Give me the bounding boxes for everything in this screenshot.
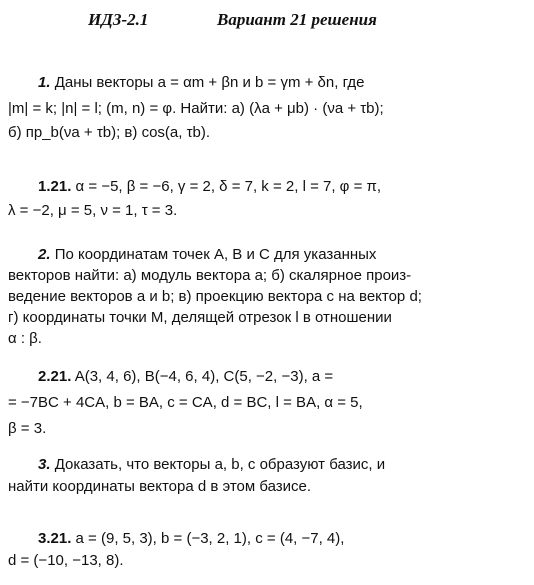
task3-line1 bbox=[8, 456, 534, 473]
task1-variant-text1: α = −5, β = −6, γ = 2, δ = 7, k = 2, l = 7, φ = π, bbox=[75, 178, 382, 195]
task3-variant-text2: d = (−10, −13, 8). bbox=[8, 552, 124, 569]
task1-variant-text2: λ = −2, μ = 5, ν = 1, τ = 3. bbox=[8, 202, 178, 219]
task1-text-line3: б) пр_b(νa + τb); в) cos(a, τb). bbox=[8, 124, 211, 141]
task2-number: 2. bbox=[38, 246, 51, 263]
task2-variant-text2: = −7BC + 4CA, b = BA, c = CA, d = BC, l = BA, α = 5, bbox=[8, 394, 363, 411]
document-header bbox=[0, 10, 534, 34]
task2-text-line2: векторов найти: а) модуль вектора a; б) скалярное произ- bbox=[8, 267, 412, 284]
task2-text-line3: ведение векторов a и b; в) проекцию вектора c на вектор d; bbox=[8, 288, 422, 305]
task2-variant-number: 2.21. bbox=[38, 368, 72, 385]
task2-variant-line1 bbox=[8, 368, 534, 385]
task2-line1 bbox=[8, 246, 534, 263]
task2-text-line1: По координатам точек A, B и C для указанных bbox=[54, 246, 377, 263]
task1-number: 1. bbox=[38, 74, 51, 91]
task3-variant-number: 3.21. bbox=[38, 530, 72, 547]
variant-title: Вариант 21 решения bbox=[217, 10, 377, 29]
task1-text-line1: Даны векторы a = αm + βn и b = γm + δn, где bbox=[54, 74, 365, 91]
task1-variant-line1 bbox=[8, 178, 534, 195]
task1-text-line2: |m| = k; |n| = l; (m, n) = φ. Найти: а) (λa + μb) · (νa + τb); bbox=[8, 100, 384, 117]
task3-text-line1: Доказать, что векторы a, b, c образуют базис, и bbox=[54, 456, 386, 473]
task2-text-line4: г) координаты точки M, делящей отрезок l в отношении bbox=[8, 309, 392, 326]
task1-variant-number: 1.21. bbox=[38, 178, 72, 195]
task2-variant-text1: A(3, 4, 6), B(−4, 6, 4), C(5, −2, −3), a = bbox=[74, 368, 334, 385]
task3-variant-line1 bbox=[8, 530, 534, 547]
task3-number: 3. bbox=[38, 456, 51, 473]
task2-text-line5: α : β. bbox=[8, 330, 42, 347]
task3-variant-text1: a = (9, 5, 3), b = (−3, 2, 1), c = (4, −7, 4), bbox=[75, 530, 345, 547]
task3-text-line2: найти координаты вектора d в этом базисе. bbox=[8, 478, 312, 495]
assignment-code: ИДЗ-2.1 bbox=[88, 10, 149, 29]
task2-variant-text3: β = 3. bbox=[8, 420, 47, 437]
task1-line1 bbox=[8, 74, 534, 91]
